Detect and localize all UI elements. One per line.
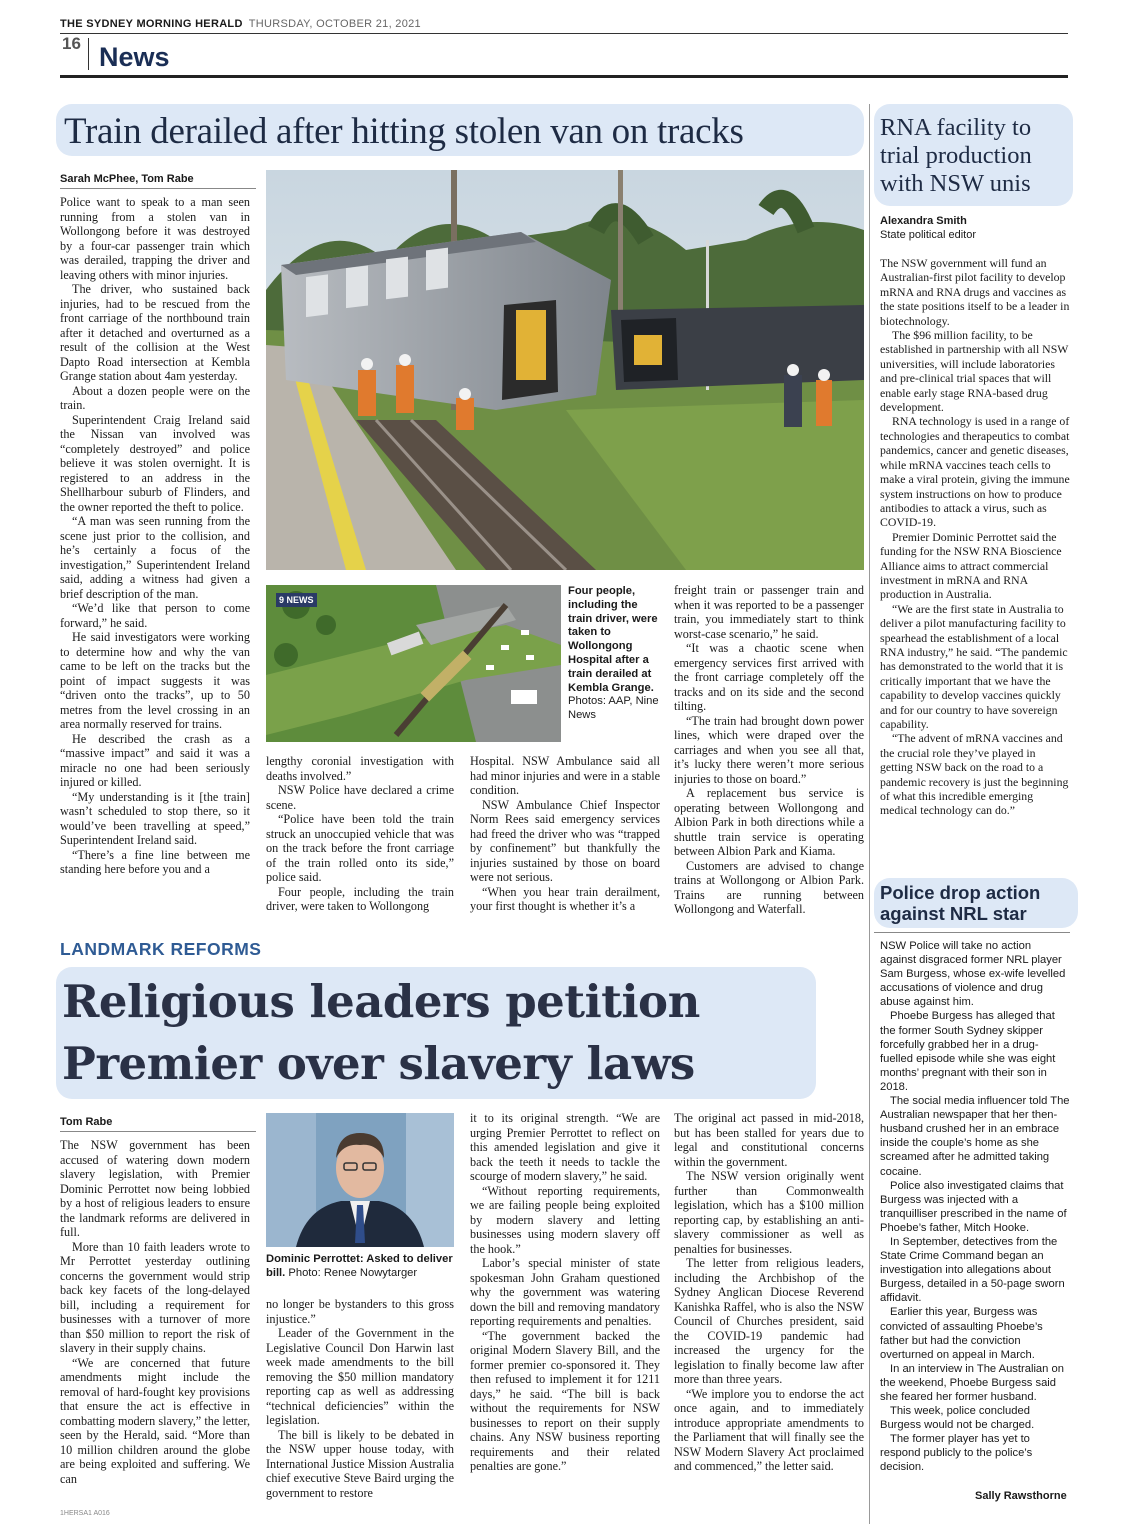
- train-col-2: [266, 754, 454, 914]
- footer-code: 1HERSA1 A016: [60, 1510, 110, 1517]
- paragraph: Premier Dominic Perrottet said the funding for the NSW RNA Bioscience Alliance aims to attract commercial investment in mRNA and RNA production in Australia.: [880, 529, 1062, 602]
- paragraph: Superintendent Craig Ireland said the Nissan van involved was “completely destroyed” and police believe it was stolen overnight. It is registered to an address in the Shellharbour suburb of Flinders, and the owner reported the theft to police.: [60, 412, 250, 514]
- paragraph: The $96 million facility, to be established in partnership with all NSW universities, will include laboratories and pre-clinical trial spaces that will enable early stage RNA-based drug development.: [880, 328, 1069, 415]
- slavery-col-4: [674, 1111, 864, 1474]
- paragraph: “Without reporting requirements, we are failing people being exploited by modern slavery and letting businesses using modern slavery off the hook.”: [470, 1183, 660, 1256]
- paragraph: “The government backed the original Modern Slavery Bill, and the former premier co-sponsored it. They then refused to implement it for 1211 days,” he said. “The bill is back without the requirements for NSW businesses to report on their supply chains. Any NSW business reporting requirements and their related penalties are gone.”: [470, 1328, 660, 1473]
- paragraph: NSW Police will take no action against disgraced former NRL player Sam Burgess, whose ex-wife levelled accusations of violence and drug abuse against him.: [880, 940, 1066, 1009]
- paragraph: Customers are advised to change trains at Wollongong or Albion Park. Trains are running between Wollongong and Waterfall.: [674, 858, 864, 916]
- train-col-1: [60, 195, 250, 877]
- paragraph: Police want to speak to a man seen running from a stolen van in Wollongong before it was destroyed by a four-car passenger train which was derailed, trapping the driver and leaving others with minor injuries.: [60, 195, 250, 282]
- perrottet-caption: [266, 1253, 458, 1281]
- paragraph: The NSW version originally went further than Commonwealth legislation, which has a $100 million reporting cap, by establishing an anti-slavery commissioner as well as penalties for businesses.: [674, 1169, 864, 1256]
- issue-date: THURSDAY, OCTOBER 21, 2021: [248, 18, 421, 30]
- nrl-headline: Police drop action against NRL star: [880, 882, 1041, 924]
- headline-line-2: Premier over slavery laws: [62, 1037, 695, 1090]
- nrl-headline-box: [874, 878, 1078, 928]
- rna-headline-box: [874, 104, 1073, 206]
- paragraph: In an interview in The Australian on the weekend, Phoebe Burgess said she feared her former husband.: [880, 1362, 1064, 1403]
- rna-body: [880, 256, 1070, 818]
- paragraph: it to its original strength. “We are urging Premier Perrottet to reflect on this amended legislation and give it back the teeth it needs to tackle the scourge of modern slavery,” he said.: [470, 1111, 660, 1183]
- paragraph: “We’d like that person to come forward,” he said.: [60, 601, 250, 630]
- page-number: 16: [62, 34, 81, 53]
- paragraph: Earlier this year, Burgess was convicted of assaulting Phoebe’s father but had the conviction overturned on appeal in March.: [880, 1306, 1043, 1361]
- paragraph: He described the crash as a “massive impact” and said it was a miracle no one had been seriously injured or killed.: [60, 731, 250, 789]
- slavery-col-3: [470, 1111, 660, 1474]
- paragraph: In September, detectives from the State Crime Command began an investigation into allegations about Burgess, detailed in a 50-page sworn affidavit.: [880, 1235, 1065, 1305]
- slavery-byline: Tom Rabe: [60, 1116, 113, 1128]
- nrl-body: [880, 939, 1070, 1475]
- masthead: [60, 18, 421, 30]
- rna-byline: Alexandra Smith: [880, 215, 967, 227]
- paragraph: no longer be bystanders to this gross injustice.”: [266, 1297, 454, 1326]
- landmark-kicker: LANDMARK REFORMS: [60, 939, 262, 959]
- caption-credit: Photo: Renee Nowytarger: [288, 1266, 418, 1279]
- caption-text: Four people, including the train driver, were taken to Wollongong Hospital after a train derailed at Kembla Grange.: [568, 585, 658, 694]
- paragraph: The bill is likely to be debated in the NSW upper house today, with International Justice Mission Australia chief executive Steve Baird urging the government to restore: [266, 1427, 454, 1500]
- paragraph: The NSW government has been accused of watering down modern slavery legislation, with Premier Dominic Perrottet now being lobbied by a host of religious leaders to ensure the landmark reforms are delivered in full.: [60, 1138, 250, 1239]
- paragraph: “The advent of mRNA vaccines and the crucial role they’ve played in getting NSW back on the road to a pandemic recovery is just the beginning of what this incredible emerging medical technology can do.”: [880, 731, 1069, 818]
- paragraph: The NSW government will fund an Australian-first pilot facility to develop mRNA and RNA drugs and vaccines as the state positions itself to be a leader in biotechnology.: [880, 256, 1070, 328]
- nine-news-logo: 9 NEWS: [276, 593, 317, 607]
- train-col-3: [470, 754, 660, 914]
- page-separator: [88, 38, 89, 70]
- paragraph: “It was a chaotic scene when emergency services first arrived with the front carriage completely off the tracks and on its side and the second tilting.: [674, 641, 864, 713]
- paragraph: “My understanding is it [the train] wasn’t scheduled to stop there, so it would’ve been travelling at speed,” Superintendent Ireland said.: [60, 789, 250, 847]
- paragraph: About a dozen people were on the train.: [60, 383, 250, 412]
- rna-byline-role: State political editor: [880, 229, 976, 241]
- slavery-col-2: [266, 1297, 454, 1500]
- paragraph: “A man was seen running from the scene just prior to the collision, and he’s certainly a focus of the investigation,” Superintendent Ireland said, adding a witness had given a brief description of the man.: [60, 514, 250, 601]
- train-headline: Train derailed after hitting stolen van on tracks: [64, 111, 744, 152]
- headline-line-1: Religious leaders petition: [62, 975, 700, 1028]
- paragraph: “The train had brought down power lines, which were draped over the carriages and when you see all that, it’s lucky there weren’t more serious injuries to those on board.”: [674, 713, 864, 786]
- paragraph: The original act passed in mid-2018, but has been stalled for years due to legal and constitutional concerns within the government.: [674, 1111, 864, 1169]
- paragraph: The driver, who sustained back injuries, had to be rescued from the front carriage of the northbound train after it detached and overturned as a result of the collision at the West Dapto Road intersection at Kembla Grange station about 4am yesterday.: [60, 282, 250, 383]
- train-photo-caption: [568, 585, 664, 723]
- caption-text: Dominic Perrottet: Asked to deliver bill.: [266, 1253, 453, 1279]
- train-col-4: [674, 583, 864, 917]
- train-headline-box: [56, 104, 864, 156]
- paragraph: “We are the first state in Australia to deliver a pilot manufacturing facility to spearhead the establishment of a local RNA industry,” he said. “The pandemic has demonstrated to the world that it is critically important that we have the capability to develop vaccines quickly and for our country to have sovereign capability.: [880, 601, 1068, 731]
- nrl-rule: [874, 932, 1070, 933]
- paragraph: Hospital. NSW Ambulance said all had minor injuries and were in a stable condition.: [470, 754, 660, 797]
- paragraph: A replacement bus service is operating between Wollongong and Albion Park in both directions while a shuttle train service is operating between Albion Park and Kiama.: [674, 786, 864, 858]
- slavery-byline-rule: [60, 1131, 256, 1132]
- paragraph: Four people, including the train driver, were taken to Wollongong: [266, 884, 454, 913]
- paragraph: NSW Ambulance Chief Inspector Norm Rees said emergency services had freed the driver who was “trapped by confinement” but thankfully the injuries sustained by those on board were not serious.: [470, 797, 660, 884]
- paragraph: This week, police concluded Burgess would not be charged.: [880, 1405, 1035, 1432]
- paragraph: Phoebe Burgess has alleged that the former South Sydney skipper forcefully grabbed her in a drug-fuelled episode while she was eight months’ pregnant with their son in 2018.: [880, 1010, 1056, 1093]
- paragraph: Leader of the Government in the Legislative Council Don Harwin last week made amendments to the bill removing the $50 million mandatory reporting cap as well as addressing “technical deficiencies” within the legislation.: [266, 1326, 454, 1427]
- train-byline: Sarah McPhee, Tom Rabe: [60, 173, 194, 185]
- nrl-byline: Sally Rawsthorne: [975, 1490, 1067, 1502]
- paragraph: Police also investigated claims that Burgess was injected with a tranquilliser prescribed in the name of Phoebe’s father, Mitch Hooke.: [880, 1179, 1067, 1234]
- paragraph: “We are concerned that future amendments might include the removal of hard-fought key provisions that ensure the act is effective in combatting modern slavery,” the letter, seen by the Herald, said. “More than 10 million children around the globe are being exploited and suffering. We can: [60, 1355, 250, 1486]
- slavery-col-1: [60, 1138, 250, 1486]
- caption-credit: Photos: AAP, Nine News: [568, 695, 659, 722]
- paragraph: “We implore you to endorse the act once again, and to immediately introduce appropriate amendments to the Parliament that will finally see the NSW Modern Slavery Act proclaimed and commenced,” the letter said.: [674, 1386, 864, 1473]
- paragraph: The former player has yet to respond publicly to the police’s decision.: [880, 1433, 1033, 1474]
- paragraph: He said investigators were working to determine how and why the van came to be left on the tracks but the point of impact suggests it was “driven onto the tracks”, up to 50 metres from the level crossing in an area normally reserved for trains.: [60, 630, 250, 731]
- paragraph: lengthy coronial investigation with deaths involved.”: [266, 754, 454, 783]
- paragraph: NSW Police have declared a crime scene.: [266, 783, 454, 812]
- paragraph: RNA technology is used in a range of technologies and therapeutics to combat pandemics, cancer and genetic diseases, while mRNA vaccines teach cells to make a viral protein, giving the immune system instructions on how to produce antibodies to attack a virus, such as COVID-19.: [880, 414, 1070, 530]
- slavery-headline: [62, 971, 700, 1095]
- paragraph: More than 10 faith leaders wrote to Mr Perrottet yesterday outlining concerns the government would strip back key facets of the long-delayed bill, including a requirement for businesses with a turnover of more than $50 million to report the risk of slavery in their supply chains.: [60, 1239, 250, 1355]
- perrottet-photo: [266, 1113, 454, 1247]
- section-title: News: [99, 42, 170, 72]
- masthead-rule: [60, 33, 1068, 34]
- train-derailment-photo: [266, 170, 864, 570]
- paragraph: Labor’s special minister of state spokesman John Graham questioned why the government was watering down the bill and removing mandatory reporting requirements and penalties.: [470, 1256, 660, 1328]
- paragraph: The social media influencer told The Australian newspaper that her then-husband crushed her in an embrace inside the couple’s home as she screamed after he admitted taking cocaine.: [880, 1095, 1070, 1178]
- paragraph: “Police have been told the train struck an unoccupied vehicle that was on the track before the front carriage of the train rolled onto its side,” police said.: [266, 812, 454, 884]
- paper-name: THE SYDNEY MORNING HERALD: [60, 18, 243, 30]
- section-rule: [60, 75, 1068, 78]
- aerial-news-photo: [266, 585, 561, 742]
- paragraph: The letter from religious leaders, including the Archbishop of the Sydney Anglican Diocese Reverend Kanishka Raffel, who is also the NSW Council of Churches president, said the COVID-19 pandemic had increased the urgency for the legislation to finally become law after more than three years.: [674, 1256, 864, 1386]
- rna-headline: RNA facility to trial production with NSW unis: [880, 114, 1032, 197]
- paragraph: freight train or passenger train and when it was reported to be a passenger train, you immediately start to think worst-case scenario,” he said.: [674, 583, 864, 641]
- sidebar-divider: [869, 104, 870, 1524]
- paragraph: “There’s a fine line between me standing here before you and a: [60, 847, 250, 876]
- byline-rule: [60, 188, 256, 189]
- slavery-headline-box: [56, 967, 816, 1099]
- paragraph: “When you hear train derailment, your first thought is whether it’s a: [470, 884, 660, 913]
